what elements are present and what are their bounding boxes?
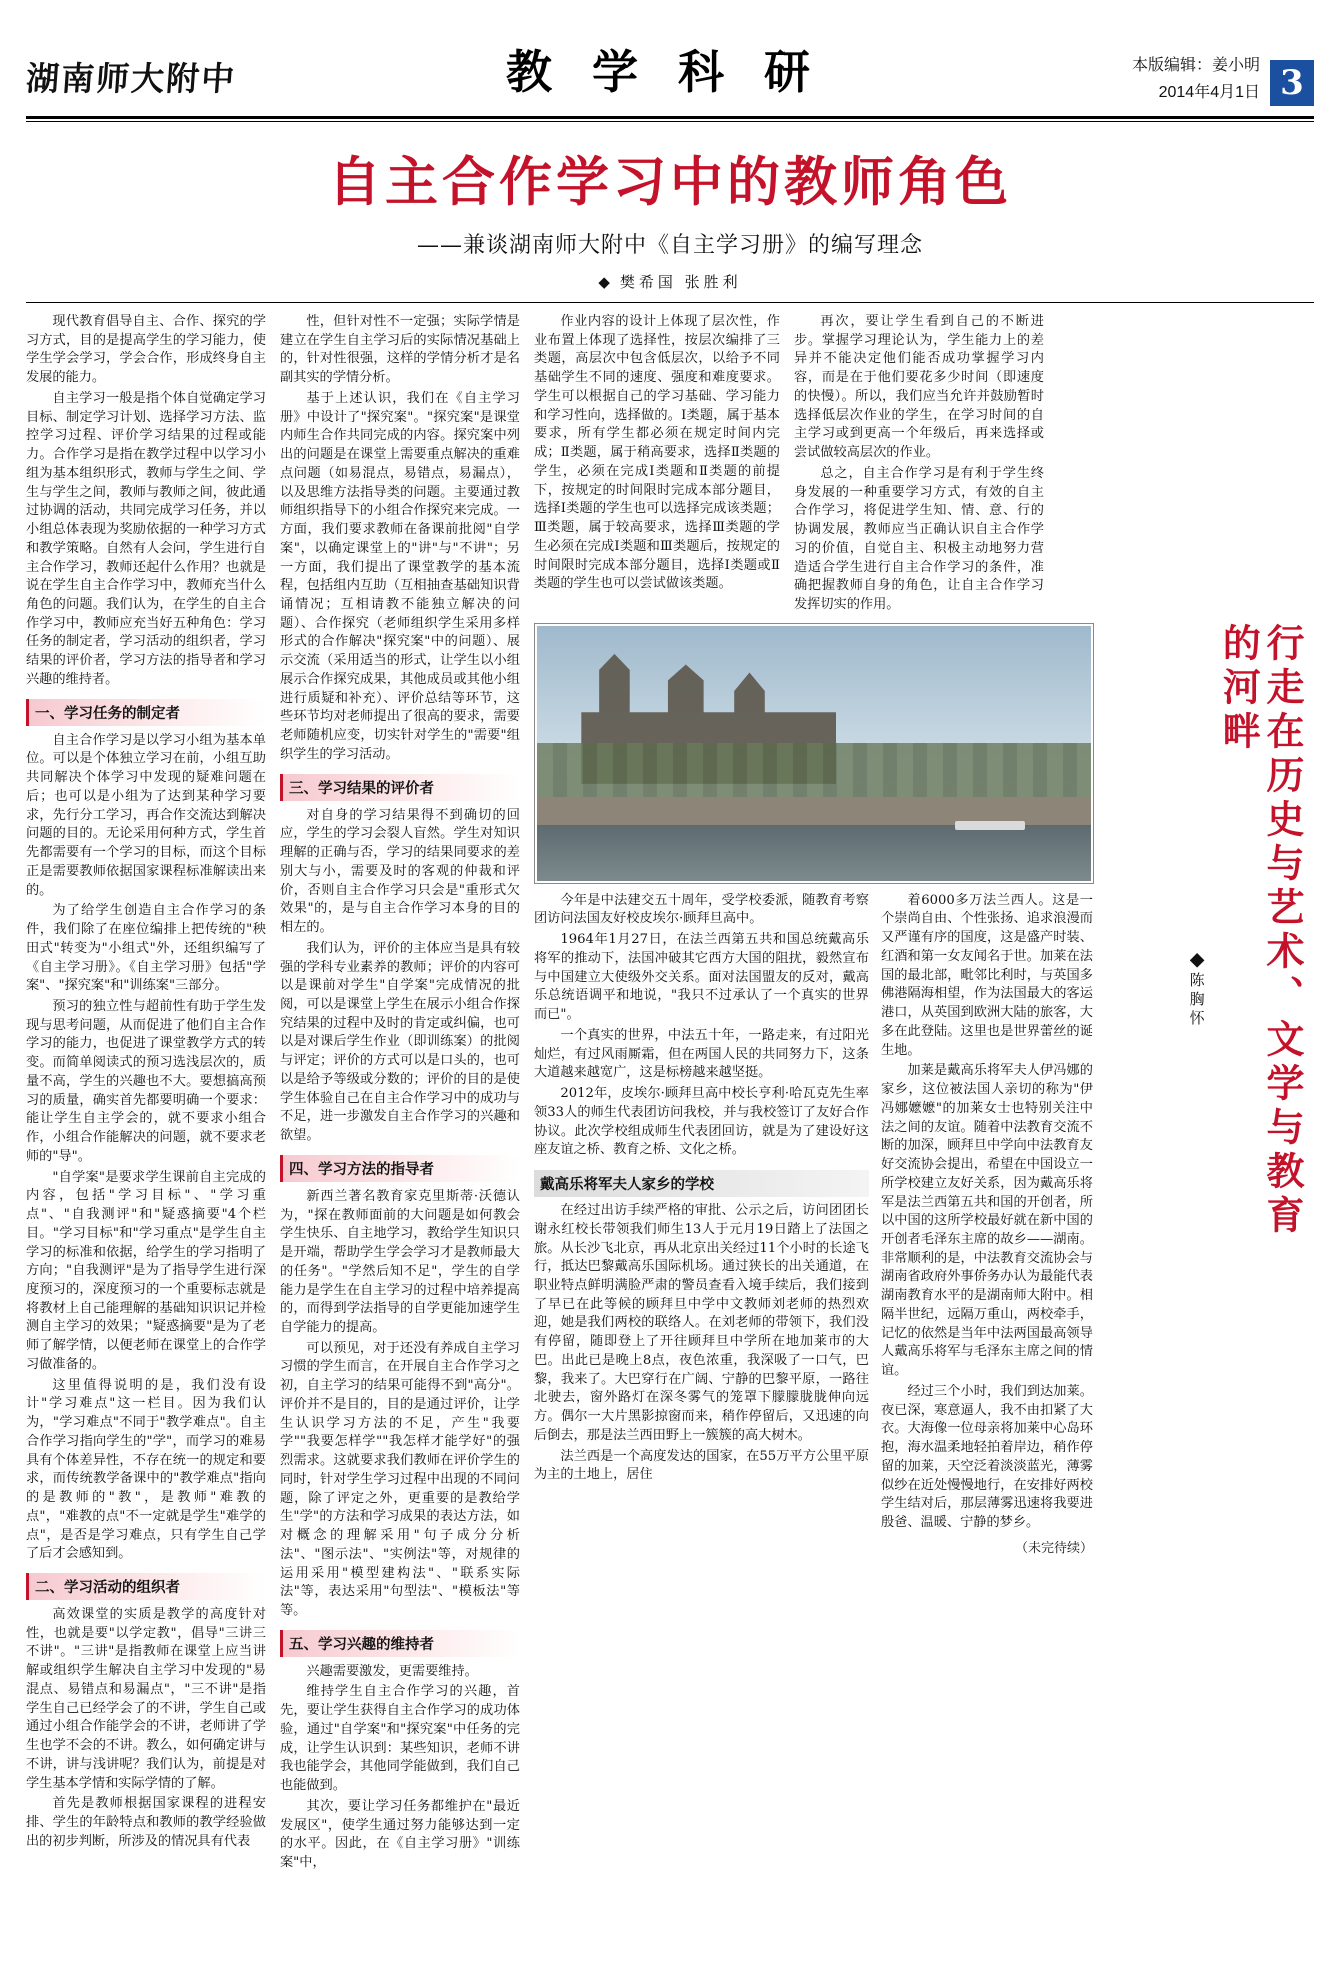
paragraph: 预习的独立性与超前性有助于学生发现与思考问题，从而促进了他们自主合作学习的能力，也促进了课堂教学方式的转变。而简单阅读式的预习选浅层次的，质量不高，学生的兴趣也不大。要想搞高预习的质量，确实首先都要明确一个要求：能让学生自主学会的，就不要求小组合作，小组合作能解决的问题，就不要求老师的"导"。 [26,998,266,1164]
headline-title: 自主合作学习中的教师角色 [328,151,1012,213]
diamond-icon: ◆ [598,275,614,291]
masthead [26,22,1314,110]
paragraph: 作业内容的设计上体现了层次性，作业布置上体现了选择性，按层次编排了三类题，高层次中包含低层次，以给予不同基础学生不同的速度、强度和难度要求。学生可以根据自己的学习基础、学习能力和学习性向，选择做的。Ⅰ类题，属于基本要求，所有学生都必须在规定时间内完成；Ⅱ类题，属于稍高要求，选择Ⅱ类题的学生，必须在完成Ⅰ类题和Ⅱ类题的前提下，按规定的时间限时完成本部分题目，选择Ⅰ类题的学生也可以选择完成该类题；Ⅲ类题，属于较高要求，选择Ⅲ类题的学生必须在完成Ⅰ类题和Ⅲ类题后，按规定的时间限时完成本部分题目，选择Ⅰ类题或Ⅱ类题的学生也可以尝试做该类题。 [534,314,780,592]
right-block [534,313,1314,1875]
paragraph: 再次，要让学生看到自己的不断进步。掌握学习理论认为，学生能力上的差异并不能决定他们能否成功掌握学习内容，而是在于他们要花多少时间（即速度的快慢）。所以，我们应当允许并鼓励暂时选择低层次作业的学生，在学习时间的自主学习或到更高一个年级后，再来选择或尝试做较高层次的作业。 [794,314,1044,461]
paragraph: 自主学习一般是指个体自觉确定学习目标、制定学习计划、选择学习方法、监控学习过程、评价学习结果的过程或能力。合作学习是指在教学过程中以学习小组为基本组织形式，教师与学生之间、学生与学生之间，教师与教师之间，彼此通过协调的活动，共同完成学习任务，并以小组总体表现为奖励依据的一种学习方式和教学策略。自然有人会问，学生进行自主合作学习，教师还起什么作用？也就是说在学生自主合作学习中，教师充当什么角色的问题。我们认为，在学生的自主合作学习中，教师应充当好五种角色：学习任务的制定者，学习活动的组织者，学习结果的评价者，学习方法的指导者和学习兴趣的维持者。 [26,390,266,687]
paragraph: 我们认为，评价的主体应当是具有较强的学科专业素养的教师；评价的内容可以是课前对学生"自学案"完成情况的批阅，可以是课堂上学生在展示小组合作探究结果的过程中及时的肯定或纠偏，也可以是对课后学生作业（即训练案）的批阅与评定；评价的方式可以是口头的，也可以是给予等级或分数的；评价的目的是使学生体验自己在自主合作学习中的成功与不足，进一步激发自主合作学习的兴趣和欲望。 [280,940,520,1144]
paragraph: 可以预见，对于还没有养成自主学习习惯的学生而言，在开展自主合作学习之初，自主学习的结果可能得不到"高分"。评价并不是目的，目的是通过评价，让学生认识学习方法的不足，产生"我要学""我要怎样学""我怎样才能学好"的强烈需求。这就要求我们教师在评价学生的同时，针对学生学习过程中出现的不同问题，除了评定之外，更重要的是教给学生"学"的方法和学习成果的表达方法，如对概念的理解采用"句子成分分析法"、"图示法"、"实例法"等，对规律的运用采用"模型建构法"、"联系实际法"等，表达采用"句型法"、"模板法"等等。 [280,1340,520,1618]
paragraph: 在经过出访手续严格的审批、公示之后，访问团团长谢永红校长带领我们师生13人于元月19日踏上了法国之旅。从长沙飞北京，再从北京出关经过11个小时的长途飞行，抵达巴黎戴高乐国际机场。通过狭长的出关通道，在职业特点鲜明满脸严肃的警员查看入境手续后，我们接到了早已在此等候的顾拜旦中学中文教师刘老师的热烈欢迎，她是我们两校的联络人。在刘老师的带领下，我们没有停留，随即登上了开往顾拜旦中学所在地加莱市的大巴。出此已是晚上8点，夜色浓重，我深吸了一口气，巴黎，我来了。大巴穿行在广阔、宁静的巴黎平原，一路往北驶去，窗外路灯在深冬雾气的笼罩下朦朦胧胧伸向远方。偶尔一大片黑影掠窗而来，稍作停留后，又迅速的向后倒去，那是法兰西田野上一簇簇的高大树木。 [534,1203,869,1443]
photo-boat [955,821,1025,830]
article-headline [26,140,1314,292]
paragraph: 法兰西是一个高度发达的国家，在55万平方公里平原为主的土地上，居住 [534,1448,869,1483]
feature-author [1186,953,1207,1083]
masthead-rule-thick [26,116,1314,119]
byline-authors: 樊希国 张胜利 [619,275,742,291]
diamond-icon: ◆ [1187,952,1204,972]
subheading-1: 一、学习任务的制定者 [26,699,266,726]
paragraph: 基于上述认识，我们在《自主学习册》中设计了"探究案"。"探究案"是课堂内师生合作共同完成的内容。探究案中列出的问题是在课堂上需要重点解决的重难点问题（如易混点，易错点，易漏点），以及思维方法指导类的问题。主要通过教师组织指导下的小组合作探究来完成。一方面，我们要求教师在备课前批阅"自学案"，以确定课堂上的"讲"与"不讲"；另一方面，我们提出了课堂教学的基本流程，包括组内互助（互相抽查基础知识背诵情况；互相请教不能独立解决的问题）、合作探究（老师组织学生采用多样形式的合作解决"探究案"中的问题）、展示交流（采用适当的形式，让学生以小组展示合作探究成果，其他成员或其他小组进行质疑和补充）、评价总结等环节，这些环节均对老师提出了很高的要求，需要老师随机应变，切实针对学生的"需要"组织学生的学习活动。 [280,390,520,762]
masthead-rule-thin [26,121,1314,122]
photo-trees [537,743,1091,804]
paragraph: 一个真实的世界，中法五十年，一路走来，有过阳光灿烂，有过风雨厮霜，但在两国人民的共同努力下，这条大道越来越宽广，这是标榜越来越坚挺。 [534,1027,869,1081]
paragraph: 为了给学生创造自主合作学习的条件，我们除了在座位编排上把传统的"秧田式"转变为"小组式"外，还组织编写了《自主学习册》。《自主学习册》包括"学案"、"探究案"和"训练案"三部分。 [26,903,266,994]
photo-river [537,825,1091,881]
masthead-right [1132,52,1314,110]
paragraph: "自学案"是要求学生课前自主完成的内容，包括"学习目标"、"学习重点"、"自我测评"和"疑惑摘要"4个栏目。"学习目标"和"学习重点"是学生自主学习的标准和依据，给学生的学习指明了方向；"自我测评"是为了指导学生进行深度预习的，深度预习的一个重要标志就是将教材上自己能理解的基础知识识记并检测自主学习的效果；"疑惑摘要"是为了老师了解学情，以便老师在课堂上的合作学习做准备的。 [26,1169,266,1372]
feature-column-b [881,892,1093,1556]
paragraph: 对自身的学习结果得不到确切的回应，学生的学习会裂人盲然。学生对知识理解的正确与否，学习的结果同要求的差别大与小，需要及时的客观的仲裁和评价，否则自主合作学习只会是"重形式欠效果"的，是与自主合作学习本身的目的相左的。 [280,807,520,936]
column-5-top-spacer [1058,313,1308,617]
subheading-3: 三、学习结果的评价者 [280,774,520,801]
feature-author-name: 陈胸怀 [1187,971,1204,1029]
headline-rule [26,302,1314,303]
paragraph: 总之，自主合作学习是有利于学生终身发展的一种重要学习方式，有效的自主合作学习，将促进学生知、情、意、行的协调发展，教师应当正确认识自主合作学习的价值，自觉自主、积极主动地努力营造适合学生进行自主合作学习的条件，准确把握教师自身的角色，让自主合作学习发挥切实的作用。 [794,465,1044,613]
feature-vertical-title-area [1108,623,1304,1556]
subheading-4: 四、学习方法的指导者 [280,1155,520,1182]
paragraph: 兴趣需要激发，更需要维持。 [306,1663,478,1679]
feature-column-a [534,892,869,1556]
headline-subtitle: ——兼谈湖南师大附中《自主学习册》的编写理念 [416,233,923,258]
school-logo: 湖南师大附中 [24,59,238,98]
editor-line: 本版编辑：姜小明 [1131,56,1260,74]
subheading-5: 五、学习兴趣的维持者 [280,1630,520,1657]
paragraph: 首先是教师根据国家课程的进程安排、学生的年龄特点和教师的教学经验做出的初步判断，所涉及的情况具有代表 [26,1796,266,1849]
column-3 [534,313,780,617]
feature-article [534,623,1314,1556]
end-note: （未完待续） [1014,1540,1093,1556]
feature-subheading: 戴高乐将军夫人家乡的学校 [534,1170,869,1197]
feature-body [534,892,1094,1556]
column-4-5-top [794,313,1314,617]
paragraph: 现代教育倡导自主、合作、探究的学习方式，目的是提高学生的学习能力，使学生学会学习，学会合作，形成终身自主发展的能力。 [26,314,266,386]
page-number-badge: 3 [1270,60,1314,106]
column-2 [280,313,520,1875]
paragraph: 2012年，皮埃尔·顾拜旦高中校长亨利·哈瓦克先生率领33人的师生代表团访问我校，并与我校签订了友好合作协议。此次学校组成师生代表团回访，就是为了建设好这座友谊之桥、教育之桥、文化之桥。 [534,1086,869,1158]
paragraph: 1964年1月27日，在法兰西第五共和国总统戴高乐将军的推动下，法国冲破其它西方大国的阻扰，毅然宣布与中国建立大使级外交关系。面对法国盟友的反对，戴高乐总统语调平和地说，"我只不过承认了一个真实的世界而已"。 [534,932,869,1023]
paragraph: 其次，要让学习任务都维护在"最近发展区"，使学生通过努力能够达到一定的水平。因此，在《自主学习册》"训练案"中， [280,1798,520,1871]
paragraph: 加莱是戴高乐将军夫人伊冯娜的家乡，这位被法国人亲切的称为"伊冯娜嬷嬷"的加莱女士也特别关注中法之间的友谊。随着中法教育交流不断的加深，顾拜旦中学向中法教育友好交流协会提出，希望在中国设立一所学校建立友好关系，因为戴高乐将军是法兰西第五共和国的开创者，所以中国的这所学校最好就在新中国的开创者毛泽东主席的故乡——湖南。非常顺利的是，中法教育交流协会与湖南省政府外事侨务办认为最能代表湖南教育水平的是湖南师大附中。相隔半世纪，远隔万重山，两校牵手，记忆的依然是当年中法两国最高领导人戴高乐将军与毛泽东主席之间的情谊。 [881,1063,1093,1379]
paragraph: 维持学生自主合作学习的兴趣，首先，要让学生获得自主合作学习的成功体验，通过"自学案"和"探究案"中任务的完成，让学生认识到：某些知识，老师不讲我也能学会，其他同学能做到，我们自己也能做到。 [280,1684,520,1794]
paragraph: 性，但针对性不一定强；实际学情是建立在学生自主学习后的实际情况基础上的，针对性很强，这样的学情分析才是名副其实的学情分析。 [280,314,520,386]
paragraph: 着6000多万法兰西人。这是一个崇尚自由、个性张扬、追求浪漫而又严谨有序的国度，这是盛产时装、红酒和第一女友闻名于世。加莱在法国的最北部，毗邻比利时，与英国多佛港隔海相望，作为法国最大的客运港口，从英国到欧洲大陆的旅客，大多在此登陆。这里也是世界蕾丝的诞生地。 [881,892,1093,1058]
paragraph: 高效课堂的实质是教学的高度针对性，也就是要"以学定教"，倡导"三讲三不讲"。"三讲"是指教师在课堂上应当讲解或组织学生解决自主学习中发现的"易混点、易错点和易漏点"，"三不讲"是指学生自己已经学会了的不讲，学生自己或通过小组合作能学会的不讲，老师讲了学生也学不会的不讲。教么，如何确定讲与不讲，讲与浅讲呢？我们认为，前提是对学生基本学情和实际学情的了解。 [26,1607,266,1791]
paragraph: 经过三个小时，我们到达加莱。夜已深，寒意逼人，我不由扣紧了大衣。大海像一位母亲将加莱中心岛环抱，海水温柔地轻拍着岸边，稍作停留的加莱，天空泛着淡淡蓝光，薄雾似纱在近处慢慢地行，在安排好两校学生结对后，那层薄雾迅速将我要进殷爸、温暖、宁静的梦乡。 [881,1383,1093,1530]
feature-photo-frame [534,623,1094,884]
column-4 [794,313,1044,617]
column-1 [26,313,266,1875]
paragraph: 自主合作学习是以学习小组为基本单位。可以是个体独立学习在前，小组互助共同解决个体学习中发现的疑难问题在后；也可以是小组为了达到某种学习要求，先行分工学习，再合作交流达到解决问题的目的。无论采用何种方式，学生首先都需要有一个学习的目标，而这个目标正是需要教师依据国家课程标准解读出来的。 [26,732,266,898]
feature-title: 行走在历史与艺术、文学与教育的河畔 [1216,622,1305,1239]
body-columns [26,313,1314,1875]
subheading-2: 二、学习活动的组织者 [26,1573,266,1600]
feature-left [534,623,1094,1556]
date-line: 2014年4月1日 [1158,83,1260,101]
article-tail-columns [534,313,1314,617]
paragraph: 新西兰著名教育家克里斯蒂·沃德认为，"探在教师面前的大问题是如何教会学生快乐、自主地学习，教给学生知识只是开端，帮助学生学会学习才是教师最大的任务"。"学然后知不足"，学生的自学能力是学生在自主学习的过程中培养提高的，而得到学法指导的自学更能加速学生自学能力的提高。 [280,1188,520,1335]
paragraph: 这里值得说明的是，我们没有设计"学习难点"这一栏目。因为我们认为，"学习难点"不同于"教学难点"。自主合作学习指向学生的"学"，而学习的难易具有个体差异性，不存在统一的规定和要求，而传统教学备课中的"教学难点"指向的是教师的"教"，是教师"难教的点"，"难教的点"不一定就是学生"难学的点"，是否是学习难点，只有学生自己学了后才会感知到。 [26,1377,266,1562]
feature-photo [537,626,1091,881]
byline [26,271,1314,292]
paragraph: 今年是中法建交五十周年，受学校委派，随教育考察团访问法国友好校皮埃尔·顾拜旦高中。 [534,892,869,927]
section-title: 教 学 科 研 [505,45,823,99]
